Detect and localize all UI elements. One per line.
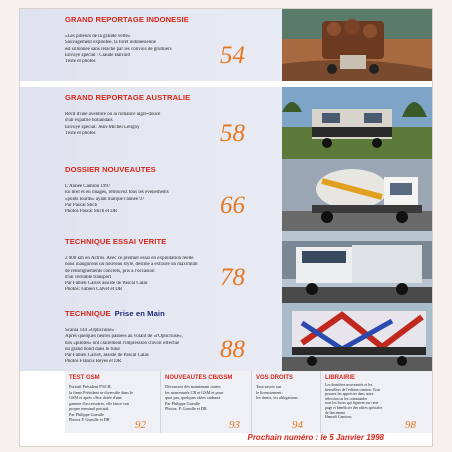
section-title: GRAND REPORTAGE INDONESIE — [65, 15, 189, 24]
section-nouveautes[interactable] — [20, 159, 432, 231]
photo-actros-truck — [282, 231, 432, 303]
column-description: Portatif Président P'SCH, la firme Président se diversifie dans le GSM et après s'être dotée d'une gamme d'accessoires, elle lance son propre terminal portatif. Par Philippe Gueulle Photos P. Gueulle et DR — [69, 384, 133, 422]
section-description: 2 000 km en Actros. Avec ce premier essai en exploitation réelle nous inaugurons un nouveau style, destiné à extraire un maximum de renseignements concrets, pris à l'occasion d'un véritable transport Par Fabien Calvet assisté de Pascal Calas Photos: Fabien Calvet et DR — [65, 256, 198, 293]
column-title: LIBRAIRIE — [325, 375, 355, 381]
section-prise-en-main[interactable] — [20, 303, 432, 375]
column-description: Les dernières nouveautés et les bestsellers de l'édition camion. Vous pourrez les apprécier dans notre sélection ou les commander tous les livres qui figurent sur cette page et bénéficier des offres spéciales de lancement Hamadi Camions — [325, 383, 383, 420]
column-description: Tout savoir sur le licenciement: les droits, les obligations — [256, 384, 298, 400]
column-title: VOS DROITS — [256, 375, 294, 381]
photo-log-truck — [282, 9, 432, 81]
page-number: 93 — [229, 419, 240, 431]
page-number: 92 — [135, 419, 146, 431]
photo-road-train — [282, 87, 432, 159]
section-title: TECHNIQUE ESSAI VERITE — [65, 237, 167, 246]
next-issue-date: Prochain numéro : le 5 Janvier 1998 — [247, 433, 384, 442]
section-description: «Les pilleurs de la grande verte» Sauvagement exploitée, la forêt indonésienne est sillonnée sans relâche par les convois de grumiers Envoyé spécial : Claude Barrard Texte et photos — [65, 34, 172, 65]
section-description: Récit d'une aventure ou la romance aigre-douce d'un expatrié hollandais Envoyé spécial: Jean-Michel Leligny Texte et photos — [65, 112, 161, 136]
section-title: GRAND REPORTAGE AUSTRALIE — [65, 93, 191, 102]
footer — [20, 433, 432, 446]
column-description: Découvrez dès maintenant toutes les nouveautés CB et GSM et pour quoi pas, quelques idées cadeaux Par Philippe Gueulle Photos: P. Gueulle et DR — [165, 384, 224, 411]
column-nouveautes-cb-gsm[interactable] — [161, 371, 252, 433]
section-essai-verite[interactable] — [20, 231, 432, 303]
section-indonesie[interactable] — [20, 9, 432, 81]
magazine-contents-page — [20, 9, 432, 446]
page-number: 54 — [220, 42, 245, 69]
column-vos-droits[interactable] — [252, 371, 321, 433]
section-description: Scania 144 «Opticruise» Après quelques heures passées au volant de «l'Opticruise», nos «pilotes» ont clairement l'impression d'avoir effectué un grand bond dans le futur Par Fabien Calvet, assisté de Pascal Calas Photos Francis Reyes et DR — [65, 328, 183, 365]
section-title: TECHNIQUE Prise en Main — [65, 309, 165, 318]
bottom-columns — [20, 371, 432, 433]
section-description: L'Année Camion 1997 En bref et en images, retrouvez tous les événements «poids lourds» ayant marqué l'année 97 Par Pascal Stich Photos Pascal Stich et DR — [65, 184, 169, 215]
page-number: 98 — [405, 419, 416, 431]
column-title: TEST GSM — [69, 375, 100, 381]
photo-cement-mixer — [282, 159, 432, 231]
column-title: NOUVEAUTES CB/GSM — [165, 375, 233, 381]
page-number: 66 — [220, 192, 245, 219]
column-librairie[interactable] — [321, 371, 432, 433]
photo-scania-truck — [282, 303, 432, 375]
section-title: DOSSIER NOUVEAUTES — [65, 165, 156, 174]
page-number: 88 — [220, 336, 245, 363]
page-number: 58 — [220, 120, 245, 147]
page-number: 94 — [292, 419, 303, 431]
column-test-gsm[interactable] — [65, 371, 161, 433]
page-number: 78 — [220, 264, 245, 291]
section-australie[interactable] — [20, 87, 432, 159]
